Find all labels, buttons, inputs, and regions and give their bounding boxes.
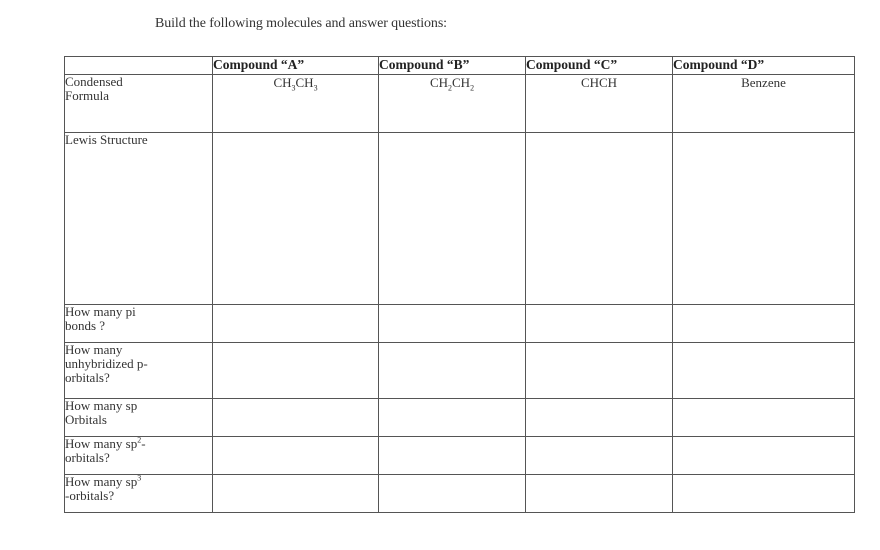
- formula-compound-b: $CH_2CH_2$: [379, 75, 526, 133]
- column-header-compound-c: Compound “C”: [526, 57, 673, 75]
- answer-cell-sp-a[interactable]: [213, 399, 379, 437]
- answer-cell-unhyb-b[interactable]: [379, 343, 526, 399]
- formula-compound-d: Benzene: [673, 75, 855, 133]
- answer-cell-sp2-b[interactable]: [379, 437, 526, 475]
- answer-cell-pi-a[interactable]: [213, 305, 379, 343]
- row-label-lewis-structure: Lewis Structure: [65, 133, 213, 305]
- answer-cell-sp3-d[interactable]: [673, 475, 855, 513]
- answer-cell-sp2-a[interactable]: [213, 437, 379, 475]
- row-label-unhybridized-p: How many unhybridized p- orbitals?: [65, 343, 213, 399]
- row-unhybridized-p: [65, 343, 855, 399]
- row-label-condensed-formula: Condensed Formula: [65, 75, 213, 133]
- row-lewis-structure: [65, 133, 855, 305]
- row-label-sp2-orbitals: How many $sp^2-$ orbitals?: [65, 437, 213, 475]
- answer-cell-sp-b[interactable]: [379, 399, 526, 437]
- row-sp2-orbitals: [65, 437, 855, 475]
- row-label-sp-orbitals: How many sp Orbitals: [65, 399, 213, 437]
- answer-cell-sp3-a[interactable]: [213, 475, 379, 513]
- header-row: [65, 57, 855, 75]
- answer-cell-unhyb-a[interactable]: [213, 343, 379, 399]
- worksheet-instructions: Build the following molecules and answer questions:: [155, 16, 447, 31]
- row-pi-bonds: [65, 305, 855, 343]
- answer-cell-sp3-c[interactable]: [526, 475, 673, 513]
- answer-cell-lewis-a[interactable]: [213, 133, 379, 305]
- column-header-compound-d: Compound “D”: [673, 57, 855, 75]
- answer-cell-unhyb-c[interactable]: [526, 343, 673, 399]
- row-label-sp3-orbitals: How many $sp^3$ -orbitals?: [65, 475, 213, 513]
- answer-cell-pi-d[interactable]: [673, 305, 855, 343]
- row-sp3-orbitals: [65, 475, 855, 513]
- corner-cell: [65, 57, 213, 75]
- answer-cell-sp2-d[interactable]: [673, 437, 855, 475]
- answer-cell-lewis-c[interactable]: [526, 133, 673, 305]
- column-header-compound-a: Compound “A”: [213, 57, 379, 75]
- row-sp-orbitals: [65, 399, 855, 437]
- column-header-compound-b: Compound “B”: [379, 57, 526, 75]
- answer-cell-sp3-b[interactable]: [379, 475, 526, 513]
- answer-cell-pi-c[interactable]: [526, 305, 673, 343]
- answer-cell-sp2-c[interactable]: [526, 437, 673, 475]
- formula-compound-a: $CH_3CH_3$: [213, 75, 379, 133]
- answer-cell-pi-b[interactable]: [379, 305, 526, 343]
- answer-cell-sp-d[interactable]: [673, 399, 855, 437]
- row-condensed-formula: [65, 75, 855, 133]
- answer-cell-unhyb-d[interactable]: [673, 343, 855, 399]
- answer-cell-sp-c[interactable]: [526, 399, 673, 437]
- answer-cell-lewis-d[interactable]: [673, 133, 855, 305]
- worksheet-table: [64, 56, 855, 513]
- answer-cell-lewis-b[interactable]: [379, 133, 526, 305]
- formula-compound-c: CHCH: [526, 75, 673, 133]
- row-label-pi-bonds: How many pi bonds ?: [65, 305, 213, 343]
